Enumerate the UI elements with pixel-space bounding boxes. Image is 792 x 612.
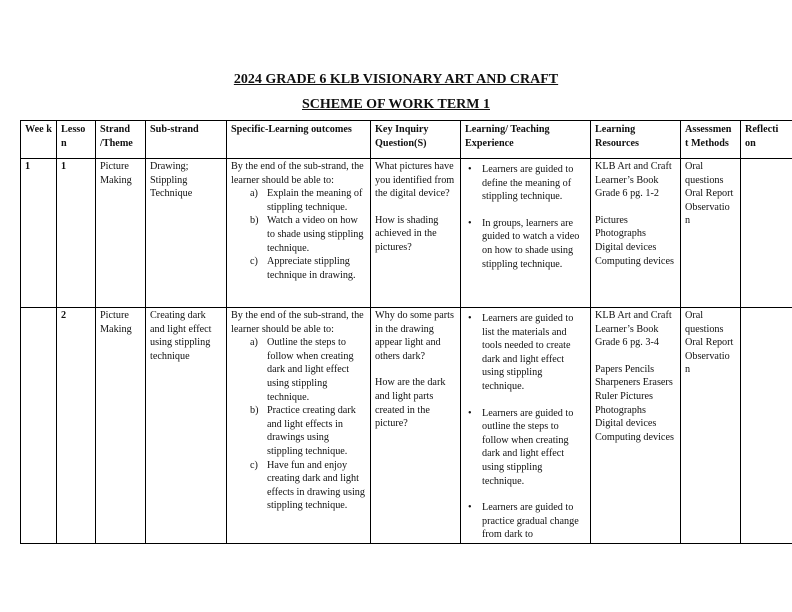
substrand-cell: Drawing; Stippling Technique	[146, 159, 227, 308]
resource-text: Pictures Photographs Digital devices Computing devices	[595, 214, 674, 267]
reflection-cell	[741, 159, 792, 308]
resources-cell	[591, 308, 681, 544]
list-marker: c)	[250, 256, 258, 268]
header-week: Wee k	[21, 121, 57, 159]
resource-text: KLB Art and Craft Learner’s Book Grade 6 pg. 3-4	[595, 310, 672, 349]
inquiry-cell	[371, 159, 461, 308]
resource-text: KLB Art and Craft Learner’s Book Grade 6 pg. 1-2	[595, 161, 672, 200]
experience-text: In groups, learners are guided to watch a video on how to shade using stippling technique.	[482, 217, 580, 270]
table-row	[21, 308, 792, 544]
week-cell	[21, 308, 57, 544]
list-marker: a)	[250, 188, 258, 200]
week-cell: 1	[21, 159, 57, 308]
assessment-cell: Oral questions Oral Report Observatio n	[681, 159, 741, 308]
strand-cell: Picture Making	[96, 308, 146, 544]
outcomes-cell	[227, 308, 371, 544]
header-outcomes: Specific-Learning outcomes	[227, 121, 371, 159]
outcomes-intro: By the end of the sub-strand, the learner should be able to:	[231, 310, 364, 335]
bullet-icon: •	[468, 502, 472, 514]
list-item	[465, 501, 586, 542]
list-item	[465, 217, 586, 271]
experience-text: Learners are guided to define the meaning of stippling technique.	[482, 164, 574, 203]
bullet-icon: •	[468, 407, 472, 419]
list-marker: b)	[250, 405, 259, 417]
outcome-text: Appreciate stippling technique in drawing.	[267, 256, 356, 281]
list-item	[465, 163, 586, 204]
list-item	[465, 407, 586, 489]
experience-cell	[461, 159, 591, 308]
header-experience: Learning/ Teaching Experience	[461, 121, 591, 159]
assessment-cell: Oral questions Oral Report Observatio n	[681, 308, 741, 544]
reflection-cell	[741, 308, 792, 544]
list-marker: c)	[250, 459, 258, 471]
experience-list	[465, 163, 586, 271]
inquiry-cell	[371, 308, 461, 544]
header-substrand: Sub-strand	[146, 121, 227, 159]
table-row	[21, 159, 792, 308]
header-reflection: Reflecti on	[741, 121, 792, 159]
outcome-text: Watch a video on how to shade using stippling technique.	[267, 215, 364, 254]
lesson-cell: 2	[57, 308, 96, 544]
outcomes-list	[231, 187, 366, 282]
document-title: 2024 GRADE 6 KLB VISIONARY ART AND CRAFT	[233, 72, 559, 87]
outcome-text: Outline the steps to follow when creating dark and light effect using stippling technique.	[267, 337, 354, 403]
header-inquiry: Key Inquiry Question(S)	[371, 121, 461, 159]
experience-text: Learners are guided to practice gradual change from dark to	[482, 502, 579, 541]
outcomes-intro: By the end of the sub-strand, the learner should be able to:	[231, 161, 364, 186]
list-marker: b)	[250, 215, 259, 227]
bullet-icon: •	[468, 313, 472, 324]
inquiry-question: What pictures have you identified from the digital device?	[375, 161, 455, 200]
bullet-icon: •	[468, 164, 472, 175]
outcomes-cell	[227, 159, 371, 308]
list-item	[231, 404, 366, 458]
header-resources: Learning Resources	[591, 121, 681, 159]
header-lesson: Lesso n	[57, 121, 96, 159]
list-marker: a)	[250, 337, 258, 349]
experience-list	[465, 312, 586, 542]
experience-text: Learners are guided to list the materials and tools needed to create dark and light effect using stippling technique.	[482, 313, 574, 392]
outcome-text: Practice creating dark and light effects in drawings using stippling technique.	[267, 405, 356, 457]
list-item	[231, 187, 366, 214]
document-subtitle: SCHEME OF WORK TERM 1	[302, 97, 490, 112]
inquiry-question: How are the dark and light parts created in the picture?	[375, 377, 446, 430]
list-item	[465, 312, 586, 394]
bullet-icon: •	[468, 217, 472, 229]
list-item	[231, 255, 366, 282]
experience-text: Learners are guided to outline the steps to follow when creating dark and light effect using stippling technique.	[482, 407, 574, 487]
header-strand: Strand /Theme	[96, 121, 146, 159]
inquiry-question: Why do some parts in the drawing appear light and others dark?	[375, 310, 454, 362]
list-item	[231, 214, 366, 255]
substrand-cell: Creating dark and light effect using stippling technique	[146, 308, 227, 544]
outcome-text: Explain the meaning of stippling technique.	[267, 188, 363, 213]
strand-cell: Picture Making	[96, 159, 146, 308]
header-assessment: Assessmen t Methods	[681, 121, 741, 159]
table-header-row	[21, 121, 792, 159]
outcome-text: Have fun and enjoy creating dark and light effects in drawing using stippling technique.	[267, 459, 365, 512]
inquiry-question: How is shading achieved in the pictures?	[375, 214, 439, 253]
list-item	[231, 336, 366, 404]
scheme-table	[20, 120, 792, 544]
resource-text: Papers Pencils Sharpeners Erasers Ruler Pictures Photographs Digital devices Computing devices	[595, 363, 674, 443]
experience-cell	[461, 308, 591, 544]
lesson-cell: 1	[57, 159, 96, 308]
outcomes-list	[231, 336, 366, 513]
resources-cell	[591, 159, 681, 308]
list-item	[231, 459, 366, 513]
